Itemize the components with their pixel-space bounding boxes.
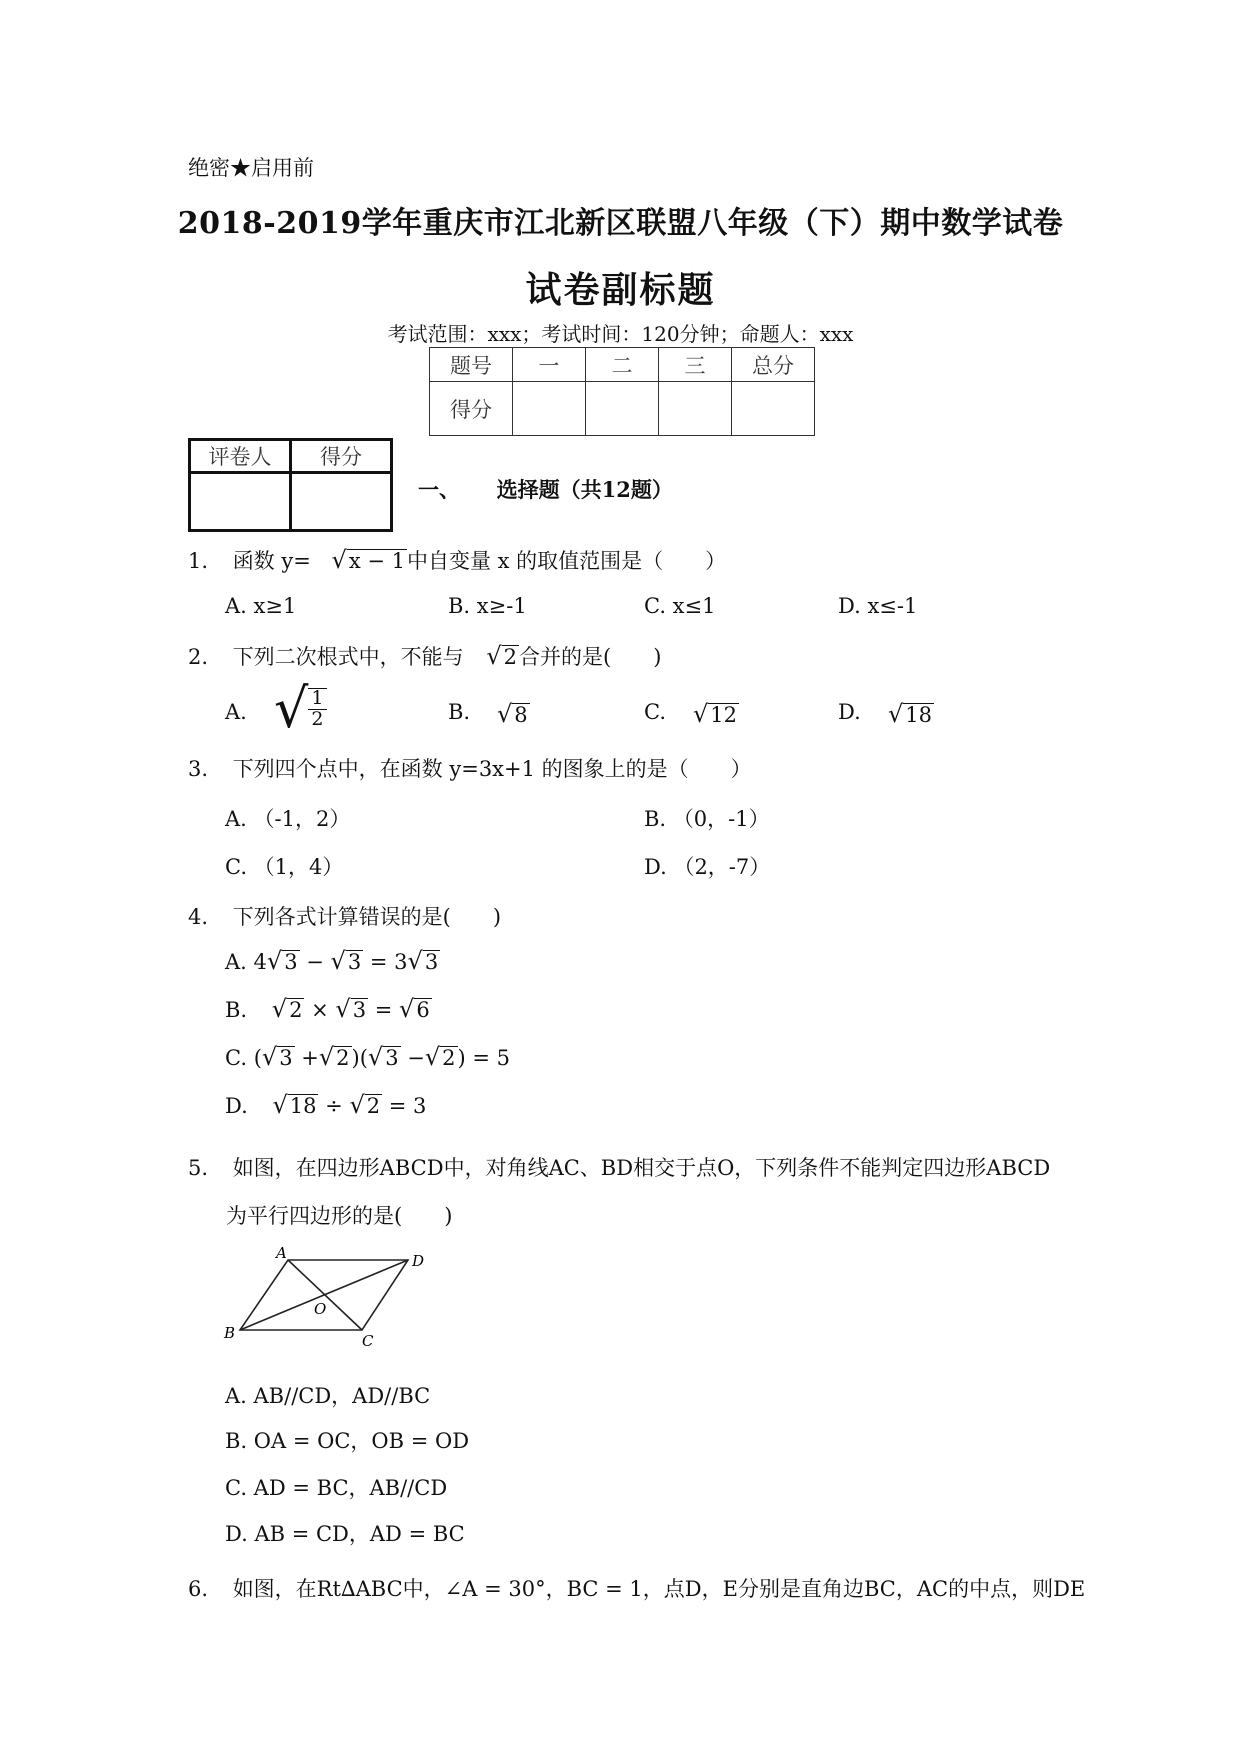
q5-option-c: C. AD = BC，AB//CD (225, 1476, 448, 1500)
sqrt-icon: √ (274, 677, 309, 740)
question-3 (188, 753, 752, 783)
q1-text-post: 中自变量 x 的取值范围是（ ） (406, 549, 727, 573)
q2-option-d (888, 700, 934, 728)
sqrt-icon: √ (693, 700, 709, 728)
q5-line-2: 为平行四边形的是( ) (226, 1204, 453, 1228)
fraction-numerator: 1 (308, 689, 326, 710)
sqrt-icon: √ (497, 700, 513, 728)
q2-option-c-label: C. (644, 700, 666, 724)
operator: − (400, 1046, 425, 1070)
exam-info: 考试范围：xxx；考试时间：120分钟；命题人：xxx (387, 322, 854, 346)
section-number: 一、 (418, 477, 460, 502)
sqrt-icon: √ (888, 700, 904, 728)
q4-option-b-label: B. (225, 998, 248, 1022)
q1-radicand: x − 1 (348, 549, 405, 573)
score-header-label: 题号 (430, 348, 513, 382)
sqrt-icon: √ (271, 995, 288, 1023)
vertex-d-label: D (412, 1252, 425, 1270)
score-cell-3 (659, 382, 732, 436)
sqrt-icon: √ (424, 1043, 441, 1071)
sqrt-icon: √ (318, 1043, 335, 1071)
q6-text: 如图，在Rt∆ABC中，∠A = 30°，BC = 1，点D，E分别是直角边BC，AC的中点，则DE (232, 1577, 1086, 1601)
exam-subtitle: 试卷副标题 (525, 269, 716, 311)
q2-radicand: 2 (503, 645, 518, 669)
q1-text-pre: 函数 y= (232, 549, 311, 573)
q6-number: 6. (188, 1577, 209, 1601)
q4-option-c (225, 1043, 510, 1071)
grader-cell (190, 473, 291, 531)
diagonal-bd (240, 1260, 408, 1330)
radicand: 2 (336, 1046, 350, 1070)
q2-option-a-label: A. (225, 700, 247, 724)
radicand: 3 (424, 950, 439, 974)
q2-text-pre: 下列二次根式中，不能与 (232, 645, 464, 669)
score-cell-1 (513, 382, 586, 436)
q2-option-b-label: B. (448, 700, 471, 724)
coefficient: 4 (253, 950, 267, 974)
sqrt-icon: √ (399, 995, 415, 1023)
sqrt-icon: √ (335, 995, 351, 1023)
score-header-1: 一 (513, 348, 586, 382)
q3-text: 下列四个点中，在函数 y=3x+1 的图象上的是（ ） (232, 757, 752, 781)
q5-line-1: 如图，在四边形ABCD中，对角线AC、BD相交于点O，下列条件不能判定四边形ABCD (232, 1156, 1051, 1180)
q2-option-b-radicand: 8 (514, 703, 528, 727)
score-header-3: 三 (659, 348, 732, 382)
confidential-mark: 绝密★启用前 (188, 156, 314, 180)
grader-header: 评卷人 (190, 440, 291, 473)
radicand: 3 (385, 1046, 399, 1070)
operator: × (304, 998, 336, 1022)
sqrt-icon: √ (407, 947, 423, 975)
sqrt-icon: √ (486, 642, 502, 670)
point-o-label: O (314, 1300, 327, 1318)
fraction-denominator: 2 (311, 708, 324, 730)
q2-option-d-radicand: 18 (905, 703, 933, 727)
radicand: 3 (352, 998, 367, 1022)
score-cell-2 (586, 382, 659, 436)
q4-text: 下列各式计算错误的是( ) (232, 905, 502, 929)
score-header-total: 总分 (732, 348, 815, 382)
vertex-a-label: A (276, 1246, 287, 1262)
radicand: 2 (442, 1046, 456, 1070)
question-4 (188, 901, 501, 931)
q3-number: 3. (188, 757, 209, 781)
radicand: 6 (416, 998, 430, 1022)
vertex-c-label: C (362, 1332, 374, 1350)
q2-option-a (274, 677, 327, 740)
radicand: 3 (279, 1046, 293, 1070)
q4-number: 4. (188, 905, 209, 929)
q4-option-b (225, 995, 432, 1023)
score-row-label: 得分 (430, 382, 513, 436)
fraction (308, 688, 326, 730)
q3-option-a: A. （-1，2） (225, 807, 351, 831)
sqrt-icon: √ (367, 1043, 384, 1071)
sqrt-icon: √ (261, 1043, 278, 1071)
q2-text-post: 合并的是( ) (519, 645, 662, 669)
q1-option-a: A. x≥1 (225, 594, 297, 618)
radicand: 18 (289, 1094, 317, 1118)
q3-option-b: B. （0，-1） (644, 807, 770, 831)
q5-option-a: A. AB//CD，AD//BC (225, 1384, 431, 1408)
operator: − (299, 950, 331, 974)
question-2 (188, 641, 661, 671)
q4-option-a-label: A. (225, 950, 247, 974)
q5-option-d: D. AB = CD，AD = BC (225, 1522, 465, 1546)
q2-option-c-radicand: 12 (710, 703, 738, 727)
q4-option-d-label: D. (225, 1094, 248, 1118)
operator: + (294, 1046, 319, 1070)
grader-table (188, 438, 393, 532)
section-heading (418, 474, 673, 504)
operator: ÷ (318, 1094, 350, 1118)
exam-title: 2018-2019学年重庆市江北新区联盟八年级（下）期中数学试卷 (177, 206, 1064, 241)
equals: = (368, 998, 400, 1022)
sqrt-icon: √ (331, 546, 347, 574)
q1-option-c: C. x≤1 (644, 594, 716, 618)
question-1 (188, 545, 726, 575)
equals: = 3 (382, 1094, 427, 1118)
q2-option-d-label: D. (838, 700, 861, 724)
parallelogram-figure (220, 1246, 430, 1356)
grader-score-cell (291, 473, 392, 531)
q4-option-a (225, 947, 440, 975)
score-table (429, 347, 815, 436)
sqrt-icon: √ (266, 947, 283, 975)
q5-number: 5. (188, 1156, 209, 1180)
q1-option-b: B. x≥-1 (448, 594, 527, 618)
sqrt-icon: √ (349, 1091, 365, 1119)
q4-option-d (225, 1091, 426, 1119)
q1-option-d: D. x≤-1 (838, 594, 918, 618)
paren: ( (253, 1046, 262, 1070)
equals: = 3 (363, 950, 408, 974)
q5-option-b: B. OA = OC，OB = OD (225, 1429, 470, 1453)
grader-score-header: 得分 (291, 440, 392, 473)
section-title: 选择题（共12题） (496, 477, 673, 502)
vertex-b-label: B (224, 1324, 236, 1342)
question-6 (188, 1573, 1085, 1603)
radicand: 3 (284, 950, 298, 974)
radicand: 2 (289, 998, 303, 1022)
paren: )( (351, 1046, 368, 1070)
q3-option-c: C. （1，4） (225, 855, 344, 879)
sqrt-icon: √ (330, 947, 346, 975)
q2-option-c (693, 700, 739, 728)
q1-number: 1. (188, 549, 209, 573)
score-header-2: 二 (586, 348, 659, 382)
radicand: 3 (347, 950, 362, 974)
q3-option-d: D. （2，-7） (644, 855, 771, 879)
question-5 (188, 1152, 1050, 1182)
q2-number: 2. (188, 645, 209, 669)
score-cell-total (732, 382, 815, 436)
q2-option-b (497, 700, 530, 728)
sqrt-icon: √ (272, 1091, 288, 1119)
q4-option-c-label: C. (225, 1046, 247, 1070)
radicand: 2 (366, 1094, 381, 1118)
paren-equals: ) = 5 (457, 1046, 511, 1070)
